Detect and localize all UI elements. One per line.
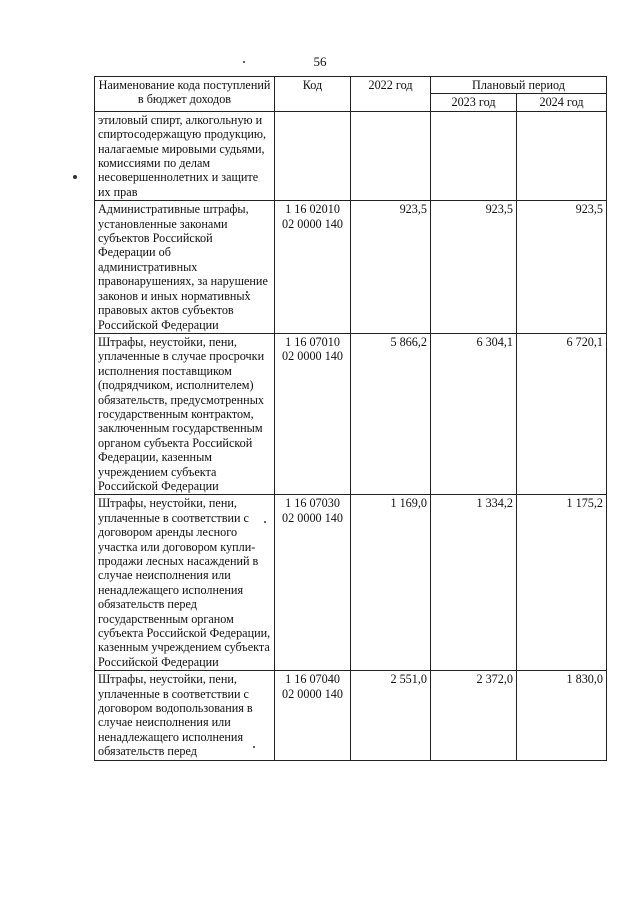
row-2022: 5 866,2: [351, 333, 431, 494]
row-2024: [517, 111, 607, 200]
row-2022: 923,5: [351, 201, 431, 334]
header-row: [95, 77, 607, 94]
row-name: Штрафы, неустойки, пени, уплаченные в соответствии с договором водопользования в случае неисполнения или ненадлежащего исполнения обязательств перед: [95, 671, 275, 760]
header-2023: 2023 год: [431, 94, 517, 111]
header-2022: 2022 год: [351, 77, 431, 112]
row-code: 1 16 07040 02 0000 140: [275, 671, 351, 760]
row-name: этиловый спирт, алкогольную и спиртосодержащую продукцию, налагаемые мировыми судьями, комиссиями по делам несовершеннолетних и защите их прав: [95, 111, 275, 200]
revenue-table: [94, 76, 607, 761]
row-2023: 923,5: [431, 201, 517, 334]
row-2024: 923,5: [517, 201, 607, 334]
row-code: 1 16 07030 02 0000 140: [275, 495, 351, 671]
row-name: Штрафы, неустойки, пени, уплаченные в случае просрочки исполнения поставщиком (подрядчиком, исполнителем) обязательств, предусмотренных государственным контрактом, заключенным государственным органом субъекта Российской Федерации, казенным учреждением субъекта Российской Федерации: [95, 333, 275, 494]
row-2022: 1 169,0: [351, 495, 431, 671]
row-2023: 6 304,1: [431, 333, 517, 494]
row-2022: 2 551,0: [351, 671, 431, 760]
row-code: [275, 111, 351, 200]
row-name: Административные штрафы, установленные законами субъектов Российской Федерации об административных правонарушениях, за нарушение законов и иных нормативных правовых актов субъектов Российской Федерации: [95, 201, 275, 334]
row-2023: 1 334,2: [431, 495, 517, 671]
header-name: Наименование кода поступлений в бюджет доходов: [95, 77, 275, 112]
row-code: 1 16 07010 02 0000 140: [275, 333, 351, 494]
header-code: Код: [275, 77, 351, 112]
row-2022: [351, 111, 431, 200]
scan-speck: [73, 175, 77, 179]
table-row: [95, 111, 607, 200]
row-2023: [431, 111, 517, 200]
row-name: Штрафы, неустойки, пени, уплаченные в соответствии с договором аренды лесного участка или договором купли-продажи лесных насаждений в случае неисполнения или ненадлежащего исполнения обязательств перед государственным органом субъекта Российской Федерации, казенным учреждением субъекта Российской Федерации: [95, 495, 275, 671]
row-code: 1 16 02010 02 0000 140: [275, 201, 351, 334]
row-2023: 2 372,0: [431, 671, 517, 760]
table-row: [95, 495, 607, 671]
page-number: 56: [313, 54, 327, 69]
row-2024: 6 720,1: [517, 333, 607, 494]
row-2024: 1 175,2: [517, 495, 607, 671]
table-row: [95, 201, 607, 334]
table-row: [95, 333, 607, 494]
table-row: [95, 671, 607, 760]
header-2024: 2024 год: [517, 94, 607, 111]
header-planning-period: Плановый период: [431, 77, 607, 94]
scan-speck: [243, 61, 245, 63]
row-2024: 1 830,0: [517, 671, 607, 760]
